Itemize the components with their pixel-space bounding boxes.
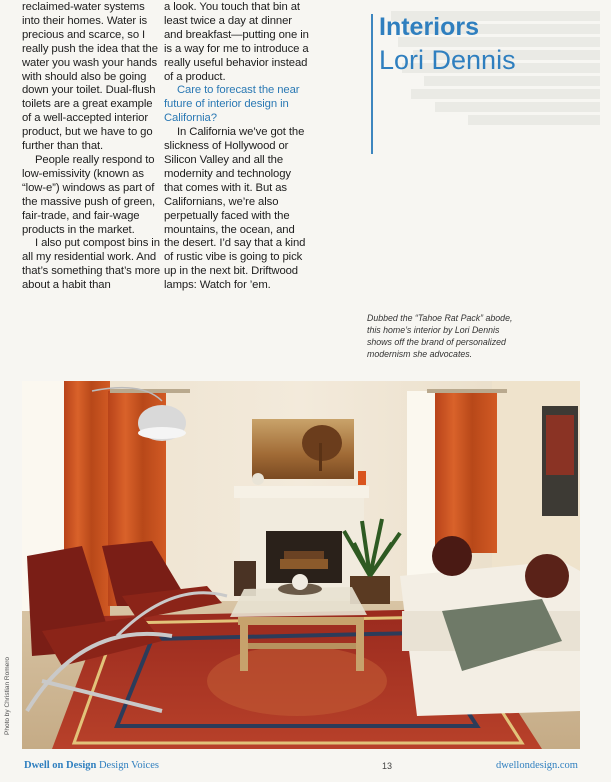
paragraph: I also put compost bins in all my residential work. And that’s something that’s more about a habit than bbox=[22, 237, 161, 292]
paragraph: People really respond to low-emissivity (known as “low-e”) windows as part of the massive push of green, fair-trade, and fair-wage products in the market. bbox=[22, 153, 156, 236]
article-column-1 bbox=[22, 1, 162, 293]
footer-brand-bold: Dwell on Design bbox=[24, 760, 97, 771]
section-title: Interiors bbox=[379, 13, 480, 41]
paragraph: a look. You touch that bin at least twice a day at dinner and breakfast—putting one in is a way for me to introduce a really useful behavior instead of a product. bbox=[164, 1, 309, 83]
paragraph: reclaimed-water systems into their homes. Water is precious and scarce, so I really push the idea that the water you wash your hands with should also be going down your toilet. Dual-flush toilets are a great example of a well-accepted interior product, but we have to go further than that. bbox=[22, 1, 158, 153]
paragraph: In California we’ve got the slickness of Hollywood or Silicon Valley and all the modernity and technology that comes with it. But as Californians, we’re also perpetually faced with the mountains, the ocean, and the desert. I’d say that a kind of rustic vibe is going to pick up in the next bit. Driftwood lamps: Watch for ’em. bbox=[164, 126, 306, 292]
page-number: 13 bbox=[382, 761, 393, 771]
author-name: Lori Dennis bbox=[379, 45, 516, 75]
footer-brand-section: Design Voices bbox=[98, 760, 159, 771]
photo-caption: Dubbed the “Tahoe Rat Pack” abode, this home’s interior by Lori Dennis shows off the brand of personalized modernism she advocates. bbox=[367, 313, 513, 359]
article-column-2 bbox=[164, 1, 310, 293]
footer-brand bbox=[24, 760, 159, 771]
footer-url[interactable]: dwellondesign.com bbox=[496, 760, 578, 771]
living-room-photo bbox=[22, 381, 580, 749]
photo-credit: Photo by Christian Romero bbox=[4, 656, 11, 735]
heading-rule bbox=[371, 14, 373, 154]
interview-question: Care to forecast the near future of interior design in California? bbox=[164, 84, 300, 125]
